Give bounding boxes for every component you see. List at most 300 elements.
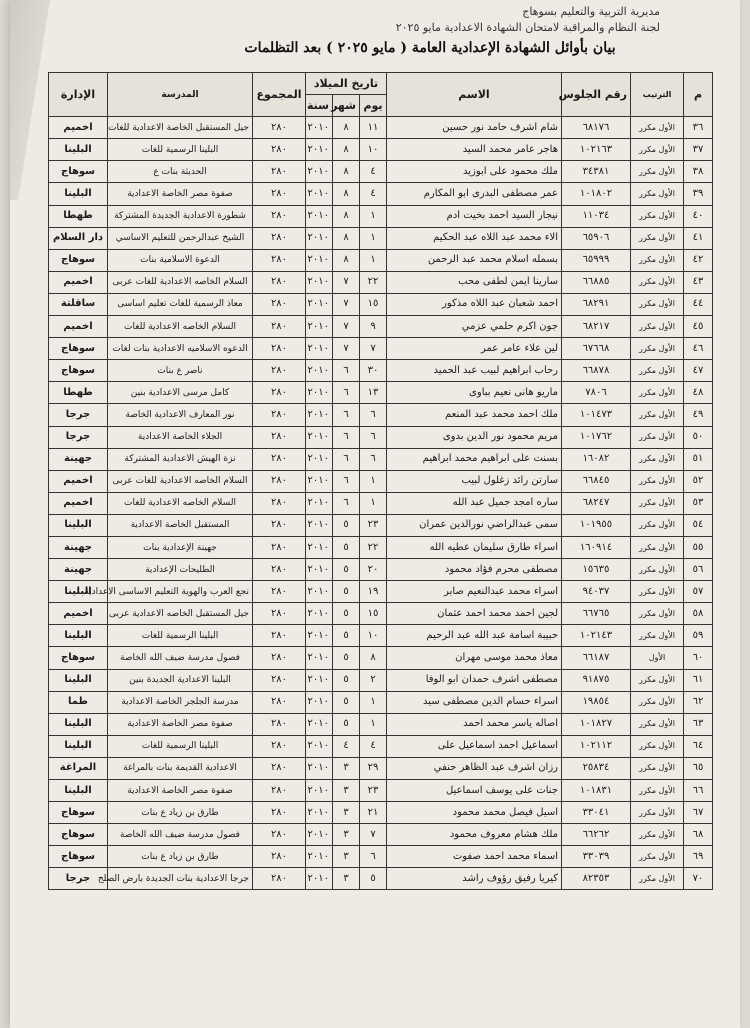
cell-num: ٤٧ [684, 360, 713, 382]
cell-school: طارق بن زياد ع بنات [108, 846, 253, 868]
cell-school: الحديثة بنات ع [108, 161, 253, 183]
cell-num: ٥١ [684, 448, 713, 470]
cell-day: ١٩ [360, 581, 387, 603]
cell-total: ٢٨٠ [253, 205, 306, 227]
cell-name: جون اكرم حلمي عزمي [387, 316, 562, 338]
cell-rank: الأول مكرر [631, 581, 684, 603]
table-header-row [49, 73, 713, 95]
col-month-header: شهر [333, 95, 360, 117]
table-row [49, 404, 713, 426]
cell-school: البلينا الرسمية للغات [108, 139, 253, 161]
cell-name: سارينا ايمن لطفى محب [387, 271, 562, 293]
cell-day: ٢١ [360, 802, 387, 824]
col-day-header: يوم [360, 95, 387, 117]
cell-admin: البلينا [49, 625, 108, 647]
cell-num: ٥٦ [684, 559, 713, 581]
cell-admin: البلينا [49, 780, 108, 802]
cell-seat: ١٦٠٨٢ [562, 448, 631, 470]
cell-rank: الأول مكرر [631, 470, 684, 492]
cell-school: الدعوه الاسلاميه الاعدادية بنات لغات [108, 338, 253, 360]
cell-day: ٢٢ [360, 536, 387, 558]
cell-day: ١ [360, 691, 387, 713]
cell-admin: اخميم [49, 470, 108, 492]
table-row [49, 868, 713, 890]
cell-month: ٥ [333, 514, 360, 536]
cell-school: البلينا الرسمية للغات [108, 735, 253, 757]
cell-school: السلام الخاصه الاعدادية للغات [108, 492, 253, 514]
cell-admin: سوهاج [49, 360, 108, 382]
cell-month: ٦ [333, 404, 360, 426]
cell-admin: جرجا [49, 404, 108, 426]
col-admin-header: الإدارة [49, 73, 108, 117]
cell-year: ٢٠١٠ [306, 492, 333, 514]
cell-rank: الأول مكرر [631, 139, 684, 161]
cell-name: هاجر عامر محمد السيد [387, 139, 562, 161]
cell-rank: الأول مكرر [631, 846, 684, 868]
cell-admin: سوهاج [49, 824, 108, 846]
cell-total: ٢٨٠ [253, 559, 306, 581]
cell-name: اسراء طارق سليمان عطيه الله [387, 536, 562, 558]
cell-year: ٢٠١٠ [306, 448, 333, 470]
cell-total: ٢٨٠ [253, 249, 306, 271]
cell-rank: الأول مكرر [631, 117, 684, 139]
cell-day: ١ [360, 492, 387, 514]
cell-num: ٥٧ [684, 581, 713, 603]
cell-num: ٦٦ [684, 780, 713, 802]
cell-name: سمى عبدالراضي نورالدين عمران [387, 514, 562, 536]
cell-num: ٣٧ [684, 139, 713, 161]
cell-school: ناصر ع بنات [108, 360, 253, 382]
cell-num: ٣٩ [684, 183, 713, 205]
cell-year: ٢٠١٠ [306, 382, 333, 404]
cell-admin: طهطا [49, 382, 108, 404]
cell-year: ٢٠١٠ [306, 404, 333, 426]
cell-day: ٦ [360, 846, 387, 868]
col-rank-header: الترتيب [631, 73, 684, 117]
cell-year: ٢٠١٠ [306, 735, 333, 757]
cell-school: معاذ الرسمية للغات تعليم اساسى [108, 293, 253, 315]
cell-year: ٢٠١٠ [306, 205, 333, 227]
cell-total: ٢٨٠ [253, 338, 306, 360]
cell-seat: ٦٦٢٦٢ [562, 824, 631, 846]
cell-year: ٢٠١٠ [306, 581, 333, 603]
cell-rank: الأول مكرر [631, 492, 684, 514]
table-row [49, 492, 713, 514]
cell-admin: البلينا [49, 735, 108, 757]
cell-rank: الأول مكرر [631, 161, 684, 183]
cell-day: ٧ [360, 824, 387, 846]
cell-seat: ١٦٠٩١٤ [562, 536, 631, 558]
cell-month: ٨ [333, 205, 360, 227]
cell-day: ٢٣ [360, 780, 387, 802]
table-row [49, 603, 713, 625]
cell-num: ٧٠ [684, 868, 713, 890]
cell-num: ٤٦ [684, 338, 713, 360]
cell-name: معاذ محمد موسى مهران [387, 647, 562, 669]
col-school-header: المدرسة [108, 73, 253, 117]
cell-seat: ٦٨٢٩١ [562, 293, 631, 315]
table-row [49, 514, 713, 536]
cell-day: ١ [360, 205, 387, 227]
cell-school: كامل مرسى الاعدادية بنين [108, 382, 253, 404]
header-line-2: لجنة النظام والمراقبة لامتحان الشهادة الاعدادية مايو ٢٠٢٥ [395, 21, 660, 34]
cell-month: ٥ [333, 536, 360, 558]
cell-num: ٦٠ [684, 647, 713, 669]
cell-total: ٢٨٠ [253, 316, 306, 338]
cell-seat: ٣٣٠٣٩ [562, 846, 631, 868]
col-birth-header: تاريخ الميلاد [306, 73, 387, 95]
col-total-header: المجموع [253, 73, 306, 117]
cell-num: ٦٢ [684, 691, 713, 713]
cell-total: ٢٨٠ [253, 802, 306, 824]
cell-total: ٢٨٠ [253, 824, 306, 846]
cell-rank: الأول مكرر [631, 757, 684, 779]
table-row [49, 293, 713, 315]
cell-num: ٤٩ [684, 404, 713, 426]
cell-month: ٣ [333, 824, 360, 846]
cell-month: ٦ [333, 426, 360, 448]
cell-admin: اخميم [49, 271, 108, 293]
table-row [49, 183, 713, 205]
cell-admin: المراغة [49, 757, 108, 779]
cell-num: ٦١ [684, 669, 713, 691]
cell-year: ٢٠١٠ [306, 139, 333, 161]
cell-admin: اخميم [49, 117, 108, 139]
cell-name: نيجار السيد احمد بخيت ادم [387, 205, 562, 227]
cell-name: اسيل فيصل محمد محمود [387, 802, 562, 824]
cell-year: ٢٠١٠ [306, 293, 333, 315]
cell-month: ٣ [333, 780, 360, 802]
cell-day: ٨ [360, 647, 387, 669]
cell-name: مريم محمود نور الدين بدوى [387, 426, 562, 448]
cell-name: شام اشرف حامد نور حسين [387, 117, 562, 139]
cell-total: ٢٨٠ [253, 514, 306, 536]
cell-num: ٤٠ [684, 205, 713, 227]
cell-total: ٢٨٠ [253, 470, 306, 492]
cell-school: طارق بن زياد ع بنات [108, 802, 253, 824]
cell-school: جهينة الإعدادية بنات [108, 536, 253, 558]
cell-total: ٢٨٠ [253, 117, 306, 139]
cell-day: ٦ [360, 404, 387, 426]
cell-year: ٢٠١٠ [306, 536, 333, 558]
cell-day: ٢ [360, 669, 387, 691]
cell-total: ٢٨٠ [253, 603, 306, 625]
cell-num: ٣٨ [684, 161, 713, 183]
cell-name: ماريو هانى نعيم بباوى [387, 382, 562, 404]
header-line-1: مديرية التربية والتعليم بسوهاج [522, 5, 660, 18]
cell-admin: جهينة [49, 536, 108, 558]
cell-num: ٥٨ [684, 603, 713, 625]
cell-seat: ٣٣٠٤١ [562, 802, 631, 824]
cell-name: اسراء حسام الدين مصطفى سيد [387, 691, 562, 713]
table-row [49, 780, 713, 802]
cell-year: ٢٠١٠ [306, 802, 333, 824]
cell-admin: البلينا [49, 183, 108, 205]
cell-total: ٢٨٠ [253, 448, 306, 470]
cell-school: الجلاء الخاصة الاعدادية [108, 426, 253, 448]
cell-seat: ١٠١٨٣١ [562, 780, 631, 802]
cell-admin: جرجا [49, 426, 108, 448]
cell-admin: سوهاج [49, 802, 108, 824]
cell-day: ١٠ [360, 139, 387, 161]
cell-total: ٢٨٠ [253, 227, 306, 249]
cell-total: ٢٨٠ [253, 735, 306, 757]
cell-admin: جهينة [49, 559, 108, 581]
cell-month: ٨ [333, 161, 360, 183]
cell-month: ٥ [333, 669, 360, 691]
cell-school: فصول مدرسة ضيف الله الخاصة [108, 824, 253, 846]
cell-rank: الأول مكرر [631, 382, 684, 404]
cell-rank: الأول مكرر [631, 735, 684, 757]
cell-name: مصطفى محرم فؤاد محمود [387, 559, 562, 581]
cell-seat: ٣٤٣٨١ [562, 161, 631, 183]
cell-month: ٨ [333, 139, 360, 161]
cell-year: ٢٠١٠ [306, 117, 333, 139]
table-row [49, 824, 713, 846]
cell-school: الاعدادية القديمة بنات بالمراغة [108, 757, 253, 779]
cell-name: رحاب ابراهيم لبيب عبد الحميد [387, 360, 562, 382]
cell-num: ٥٥ [684, 536, 713, 558]
table-row [49, 271, 713, 293]
cell-total: ٢٨٠ [253, 183, 306, 205]
table-row [49, 338, 713, 360]
cell-school: البلينا الرسمية للغات [108, 625, 253, 647]
table-row [49, 735, 713, 757]
cell-month: ٨ [333, 227, 360, 249]
cell-school: صفوة مصر الخاصة الاعدادية [108, 713, 253, 735]
table-row [49, 426, 713, 448]
cell-month: ٣ [333, 802, 360, 824]
cell-name: سارتن رائد زغلول لبيب [387, 470, 562, 492]
cell-admin: البلينا [49, 581, 108, 603]
cell-school: الشيخ عبدالرحمن للتعليم الاساسي [108, 227, 253, 249]
document-header [300, 4, 660, 36]
cell-seat: ٦٦٨٨٥ [562, 271, 631, 293]
cell-total: ٢٨٠ [253, 868, 306, 890]
cell-total: ٢٨٠ [253, 780, 306, 802]
cell-rank: الأول مكرر [631, 669, 684, 691]
cell-seat: ١٠٢١٤٣ [562, 625, 631, 647]
cell-num: ٤٥ [684, 316, 713, 338]
cell-seat: ١٩٨٥٤ [562, 691, 631, 713]
cell-month: ٥ [333, 581, 360, 603]
cell-rank: الأول مكرر [631, 360, 684, 382]
paper-fold [10, 0, 50, 200]
cell-name: كيريا رفيق رؤوف راشد [387, 868, 562, 890]
cell-year: ٢٠١٠ [306, 514, 333, 536]
cell-seat: ١٠٢١١٢ [562, 735, 631, 757]
cell-total: ٢٨٠ [253, 536, 306, 558]
cell-rank: الأول مكرر [631, 824, 684, 846]
table-row [49, 625, 713, 647]
cell-year: ٢٠١٠ [306, 227, 333, 249]
cell-school: فصول مدرسة ضيف الله الخاصة [108, 647, 253, 669]
table-row [49, 161, 713, 183]
cell-num: ٣٦ [684, 117, 713, 139]
cell-rank: الأول مكرر [631, 713, 684, 735]
cell-day: ٦ [360, 426, 387, 448]
cell-name: حبيبة اسامة عبد الله عبد الرحيم [387, 625, 562, 647]
cell-school: نجع العرب والهوية التعليم الاساسى الاعدادية [108, 581, 253, 603]
cell-school: جيل المستقبل الخاصة الاعدادية للغات [108, 117, 253, 139]
table-row [49, 647, 713, 669]
cell-admin: البلينا [49, 514, 108, 536]
cell-seat: ١١٠٣٤ [562, 205, 631, 227]
cell-seat: ٦٦٧٦٥ [562, 603, 631, 625]
cell-name: الاء محمد عبد اللاه عبد الحكيم [387, 227, 562, 249]
cell-seat: ٦٥٩٠٦ [562, 227, 631, 249]
cell-num: ٦٧ [684, 802, 713, 824]
table-row [49, 669, 713, 691]
cell-num: ٦٩ [684, 846, 713, 868]
cell-seat: ٩١٨٧٥ [562, 669, 631, 691]
cell-school: المستقبل الخاصة الاعدادية [108, 514, 253, 536]
col-num-header: م [684, 73, 713, 117]
table-row [49, 382, 713, 404]
cell-day: ١٣ [360, 382, 387, 404]
cell-num: ٤٢ [684, 249, 713, 271]
cell-day: ٢٠ [360, 559, 387, 581]
cell-admin: سوهاج [49, 846, 108, 868]
cell-total: ٢٨٠ [253, 757, 306, 779]
cell-seat: ٨٢٣٥٣ [562, 868, 631, 890]
cell-day: ٤ [360, 735, 387, 757]
cell-seat: ١٠١٤٧٣ [562, 404, 631, 426]
table-row [49, 205, 713, 227]
cell-year: ٢٠١٠ [306, 713, 333, 735]
cell-school: صفوة مصر الخاصة الاعدادية [108, 183, 253, 205]
cell-day: ١ [360, 227, 387, 249]
cell-seat: ٦٨١٧٦ [562, 117, 631, 139]
cell-seat: ١٥٦٣٥ [562, 559, 631, 581]
cell-name: اسماء محمد احمد صفوت [387, 846, 562, 868]
cell-month: ٥ [333, 603, 360, 625]
cell-rank: الأول مكرر [631, 316, 684, 338]
cell-name: عمر مصطفى البدرى ابو المكارم [387, 183, 562, 205]
cell-year: ٢٠١٠ [306, 669, 333, 691]
cell-school: نزة الهيش الاعدادية المشتركة [108, 448, 253, 470]
cell-school: صفوة مصر الخاصة الاعدادية [108, 780, 253, 802]
cell-school: جرجا الاعدادية بنات الجديدة بارض الصلح [108, 868, 253, 890]
cell-seat: ٦٨٢٤٧ [562, 492, 631, 514]
cell-seat: ١٠١٨٠٢ [562, 183, 631, 205]
cell-name: ساره امجد جميل عبد الله [387, 492, 562, 514]
cell-seat: ٩٤٠٣٧ [562, 581, 631, 603]
cell-rank: الأول مكرر [631, 205, 684, 227]
cell-admin: البلينا [49, 139, 108, 161]
cell-num: ٥٩ [684, 625, 713, 647]
cell-name: احمد شعبان عبد اللاه مذكور [387, 293, 562, 315]
cell-seat: ٢٥٨٣٤ [562, 757, 631, 779]
cell-rank: الأول مكرر [631, 293, 684, 315]
cell-month: ٦ [333, 382, 360, 404]
cell-year: ٢٠١٠ [306, 647, 333, 669]
cell-seat: ١٠٢١٦٣ [562, 139, 631, 161]
cell-year: ٢٠١٠ [306, 161, 333, 183]
cell-month: ٦ [333, 470, 360, 492]
cell-month: ٦ [333, 360, 360, 382]
cell-day: ٤ [360, 183, 387, 205]
cell-year: ٢٠١٠ [306, 470, 333, 492]
cell-day: ١١ [360, 117, 387, 139]
table-row [49, 581, 713, 603]
cell-num: ٤٨ [684, 382, 713, 404]
cell-total: ٢٨٠ [253, 625, 306, 647]
cell-year: ٢٠١٠ [306, 249, 333, 271]
cell-seat: ٦٦٨٤٥ [562, 470, 631, 492]
table-row [49, 802, 713, 824]
table-row [49, 536, 713, 558]
table-row [49, 316, 713, 338]
cell-num: ٤١ [684, 227, 713, 249]
cell-day: ٢٢ [360, 271, 387, 293]
cell-month: ٣ [333, 868, 360, 890]
cell-total: ٢٨٠ [253, 161, 306, 183]
table-row [49, 691, 713, 713]
cell-total: ٢٨٠ [253, 691, 306, 713]
cell-year: ٢٠١٠ [306, 559, 333, 581]
cell-rank: الأول مكرر [631, 514, 684, 536]
document-title: بيان بأوائل الشهادة الإعدادية العامة ( مايو ٢٠٢٥ ) بعد التظلمات [244, 40, 616, 56]
table-body [49, 117, 713, 890]
cell-admin: البلينا [49, 713, 108, 735]
cell-month: ٤ [333, 735, 360, 757]
table-row [49, 448, 713, 470]
cell-admin: طما [49, 691, 108, 713]
cell-day: ١٥ [360, 293, 387, 315]
cell-name: اصاله ياسر محمد احمد [387, 713, 562, 735]
cell-total: ٢٨٠ [253, 647, 306, 669]
cell-admin: سوهاج [49, 338, 108, 360]
cell-seat: ٦٧٦٦٨ [562, 338, 631, 360]
results-table [48, 72, 713, 890]
cell-admin: سوهاج [49, 161, 108, 183]
cell-year: ٢٠١٠ [306, 757, 333, 779]
cell-month: ٨ [333, 183, 360, 205]
cell-day: ١ [360, 713, 387, 735]
cell-admin: طهطا [49, 205, 108, 227]
cell-rank: الأول مكرر [631, 271, 684, 293]
cell-day: ١ [360, 249, 387, 271]
col-year-header: سنة [306, 95, 333, 117]
cell-admin: اخميم [49, 603, 108, 625]
cell-num: ٤٤ [684, 293, 713, 315]
cell-rank: الأول مكرر [631, 868, 684, 890]
cell-total: ٢٨٠ [253, 426, 306, 448]
cell-school: الطليحات الإعدادية [108, 559, 253, 581]
cell-num: ٦٣ [684, 713, 713, 735]
cell-day: ٥ [360, 868, 387, 890]
cell-month: ٧ [333, 271, 360, 293]
cell-rank: الأول مكرر [631, 227, 684, 249]
cell-school: السلام الخاصه الاعدادية للغات عربى [108, 470, 253, 492]
cell-year: ٢٠١٠ [306, 868, 333, 890]
cell-rank: الأول مكرر [631, 426, 684, 448]
table-row [49, 757, 713, 779]
cell-num: ٦٤ [684, 735, 713, 757]
cell-name: لجين احمد محمد احمد عثمان [387, 603, 562, 625]
cell-month: ٥ [333, 559, 360, 581]
cell-month: ٥ [333, 647, 360, 669]
cell-day: ١٠ [360, 625, 387, 647]
cell-rank: الأول مكرر [631, 338, 684, 360]
cell-day: ١ [360, 470, 387, 492]
table-row [49, 249, 713, 271]
cell-num: ٤٣ [684, 271, 713, 293]
cell-school: السلام الخاصه الاعدادية للغات [108, 316, 253, 338]
cell-seat: ١٠١٩٥٥ [562, 514, 631, 536]
cell-total: ٢٨٠ [253, 293, 306, 315]
